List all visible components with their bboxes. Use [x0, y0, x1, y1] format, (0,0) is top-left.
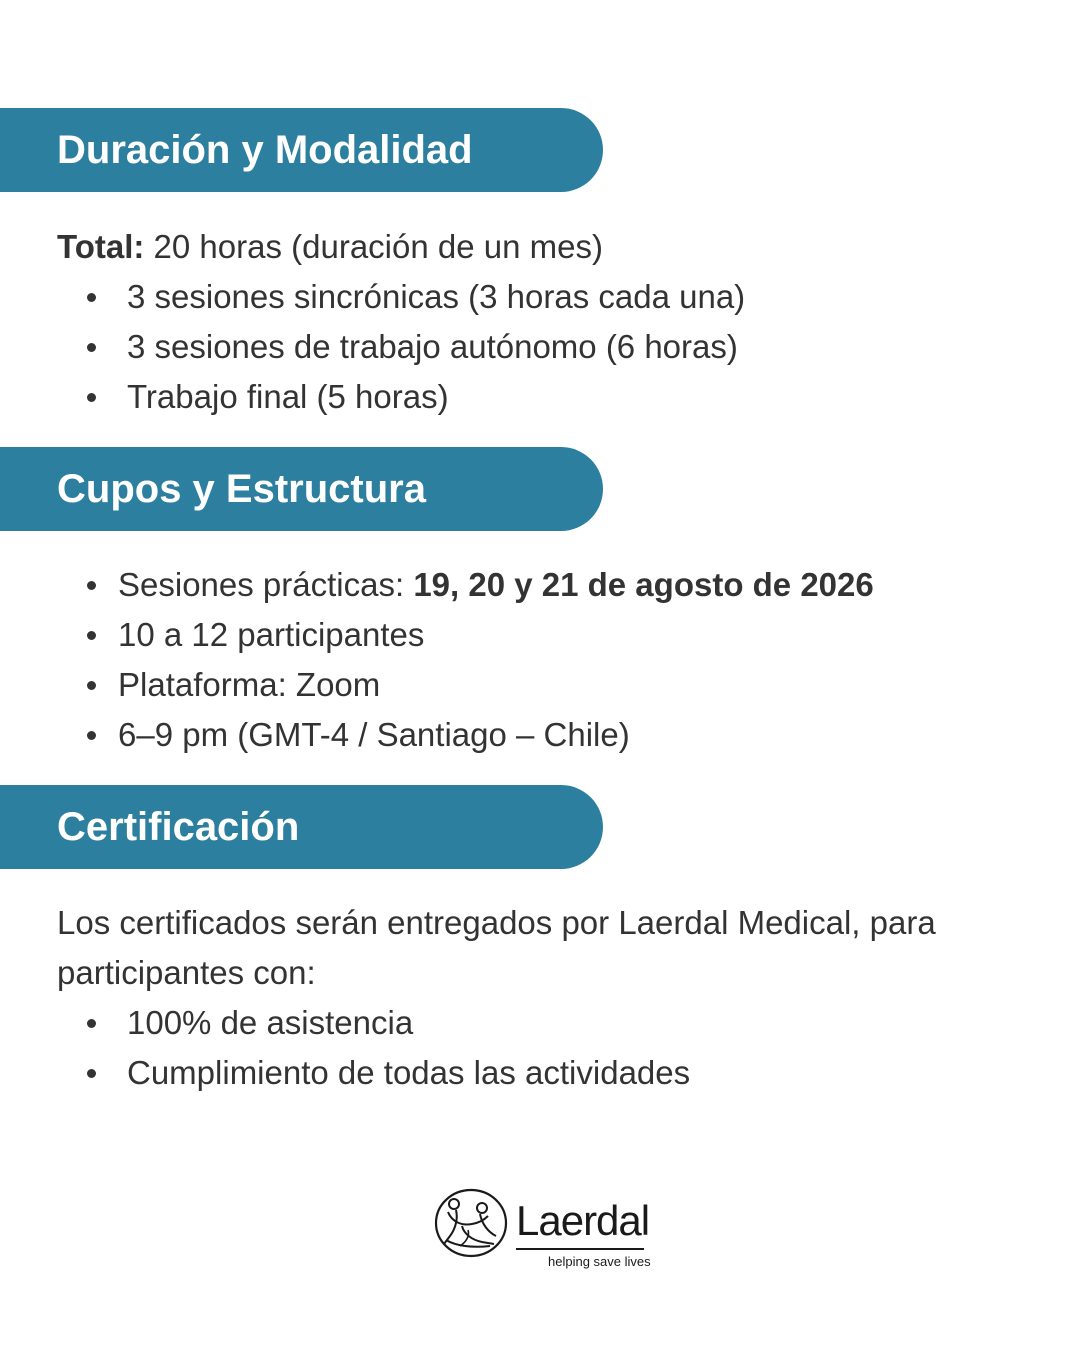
- list-item: 100% de asistencia: [57, 998, 690, 1048]
- bullet-icon: [87, 1069, 96, 1078]
- logo-wordmark: Laerdal: [516, 1197, 650, 1244]
- list-item: 3 sesiones de trabajo autónomo (6 horas): [57, 322, 745, 372]
- bullet-icon: [87, 581, 96, 590]
- laerdal-logo: [432, 1186, 651, 1276]
- list-item: 3 sesiones sincrónicas (3 horas cada una): [57, 272, 745, 322]
- list-item: Cumplimiento de todas las actividades: [57, 1048, 690, 1098]
- section-title: Cupos y Estructura: [57, 466, 426, 511]
- list-item: Trabajo final (5 horas): [57, 372, 745, 422]
- logo-divider: [516, 1248, 644, 1250]
- certification-intro-line1: Los certificados serán entregados por Laerdal Medical, para: [57, 904, 936, 941]
- section-title: Certificación: [57, 804, 300, 849]
- list-item: 6–9 pm (GMT-4 / Santiago – Chile): [57, 710, 874, 760]
- total-value: 20 horas (duración de un mes): [144, 228, 603, 265]
- bullet-icon: [87, 631, 96, 640]
- bullet-icon: [87, 1019, 96, 1028]
- section-title: Duración y Modalidad: [57, 127, 473, 172]
- section-header-cupos: [0, 447, 603, 531]
- certification-intro-line2: participantes con:: [57, 954, 316, 991]
- duration-list: [57, 272, 745, 422]
- total-label: Total:: [57, 228, 145, 265]
- logo-tagline: helping save lives: [548, 1254, 651, 1269]
- list-item: 10 a 12 participantes: [57, 610, 874, 660]
- laerdal-emblem-icon: [432, 1186, 510, 1260]
- bullet-icon: [87, 731, 96, 740]
- bullet-icon: [87, 681, 96, 690]
- section-header-certificacion: [0, 785, 603, 869]
- session-dates: 19, 20 y 21 de agosto de 2026: [413, 566, 874, 603]
- section-header-duracion: [0, 108, 603, 192]
- certification-list: [57, 998, 690, 1098]
- structure-list: [57, 560, 874, 760]
- list-item-dates: Sesiones prácticas: 19, 20 y 21 de agosto de 2026: [57, 560, 874, 610]
- bullet-icon: [87, 343, 96, 352]
- bullet-icon: [87, 393, 96, 402]
- bullet-icon: [87, 293, 96, 302]
- list-item: Plataforma: Zoom: [57, 660, 874, 710]
- total-line: [57, 222, 603, 272]
